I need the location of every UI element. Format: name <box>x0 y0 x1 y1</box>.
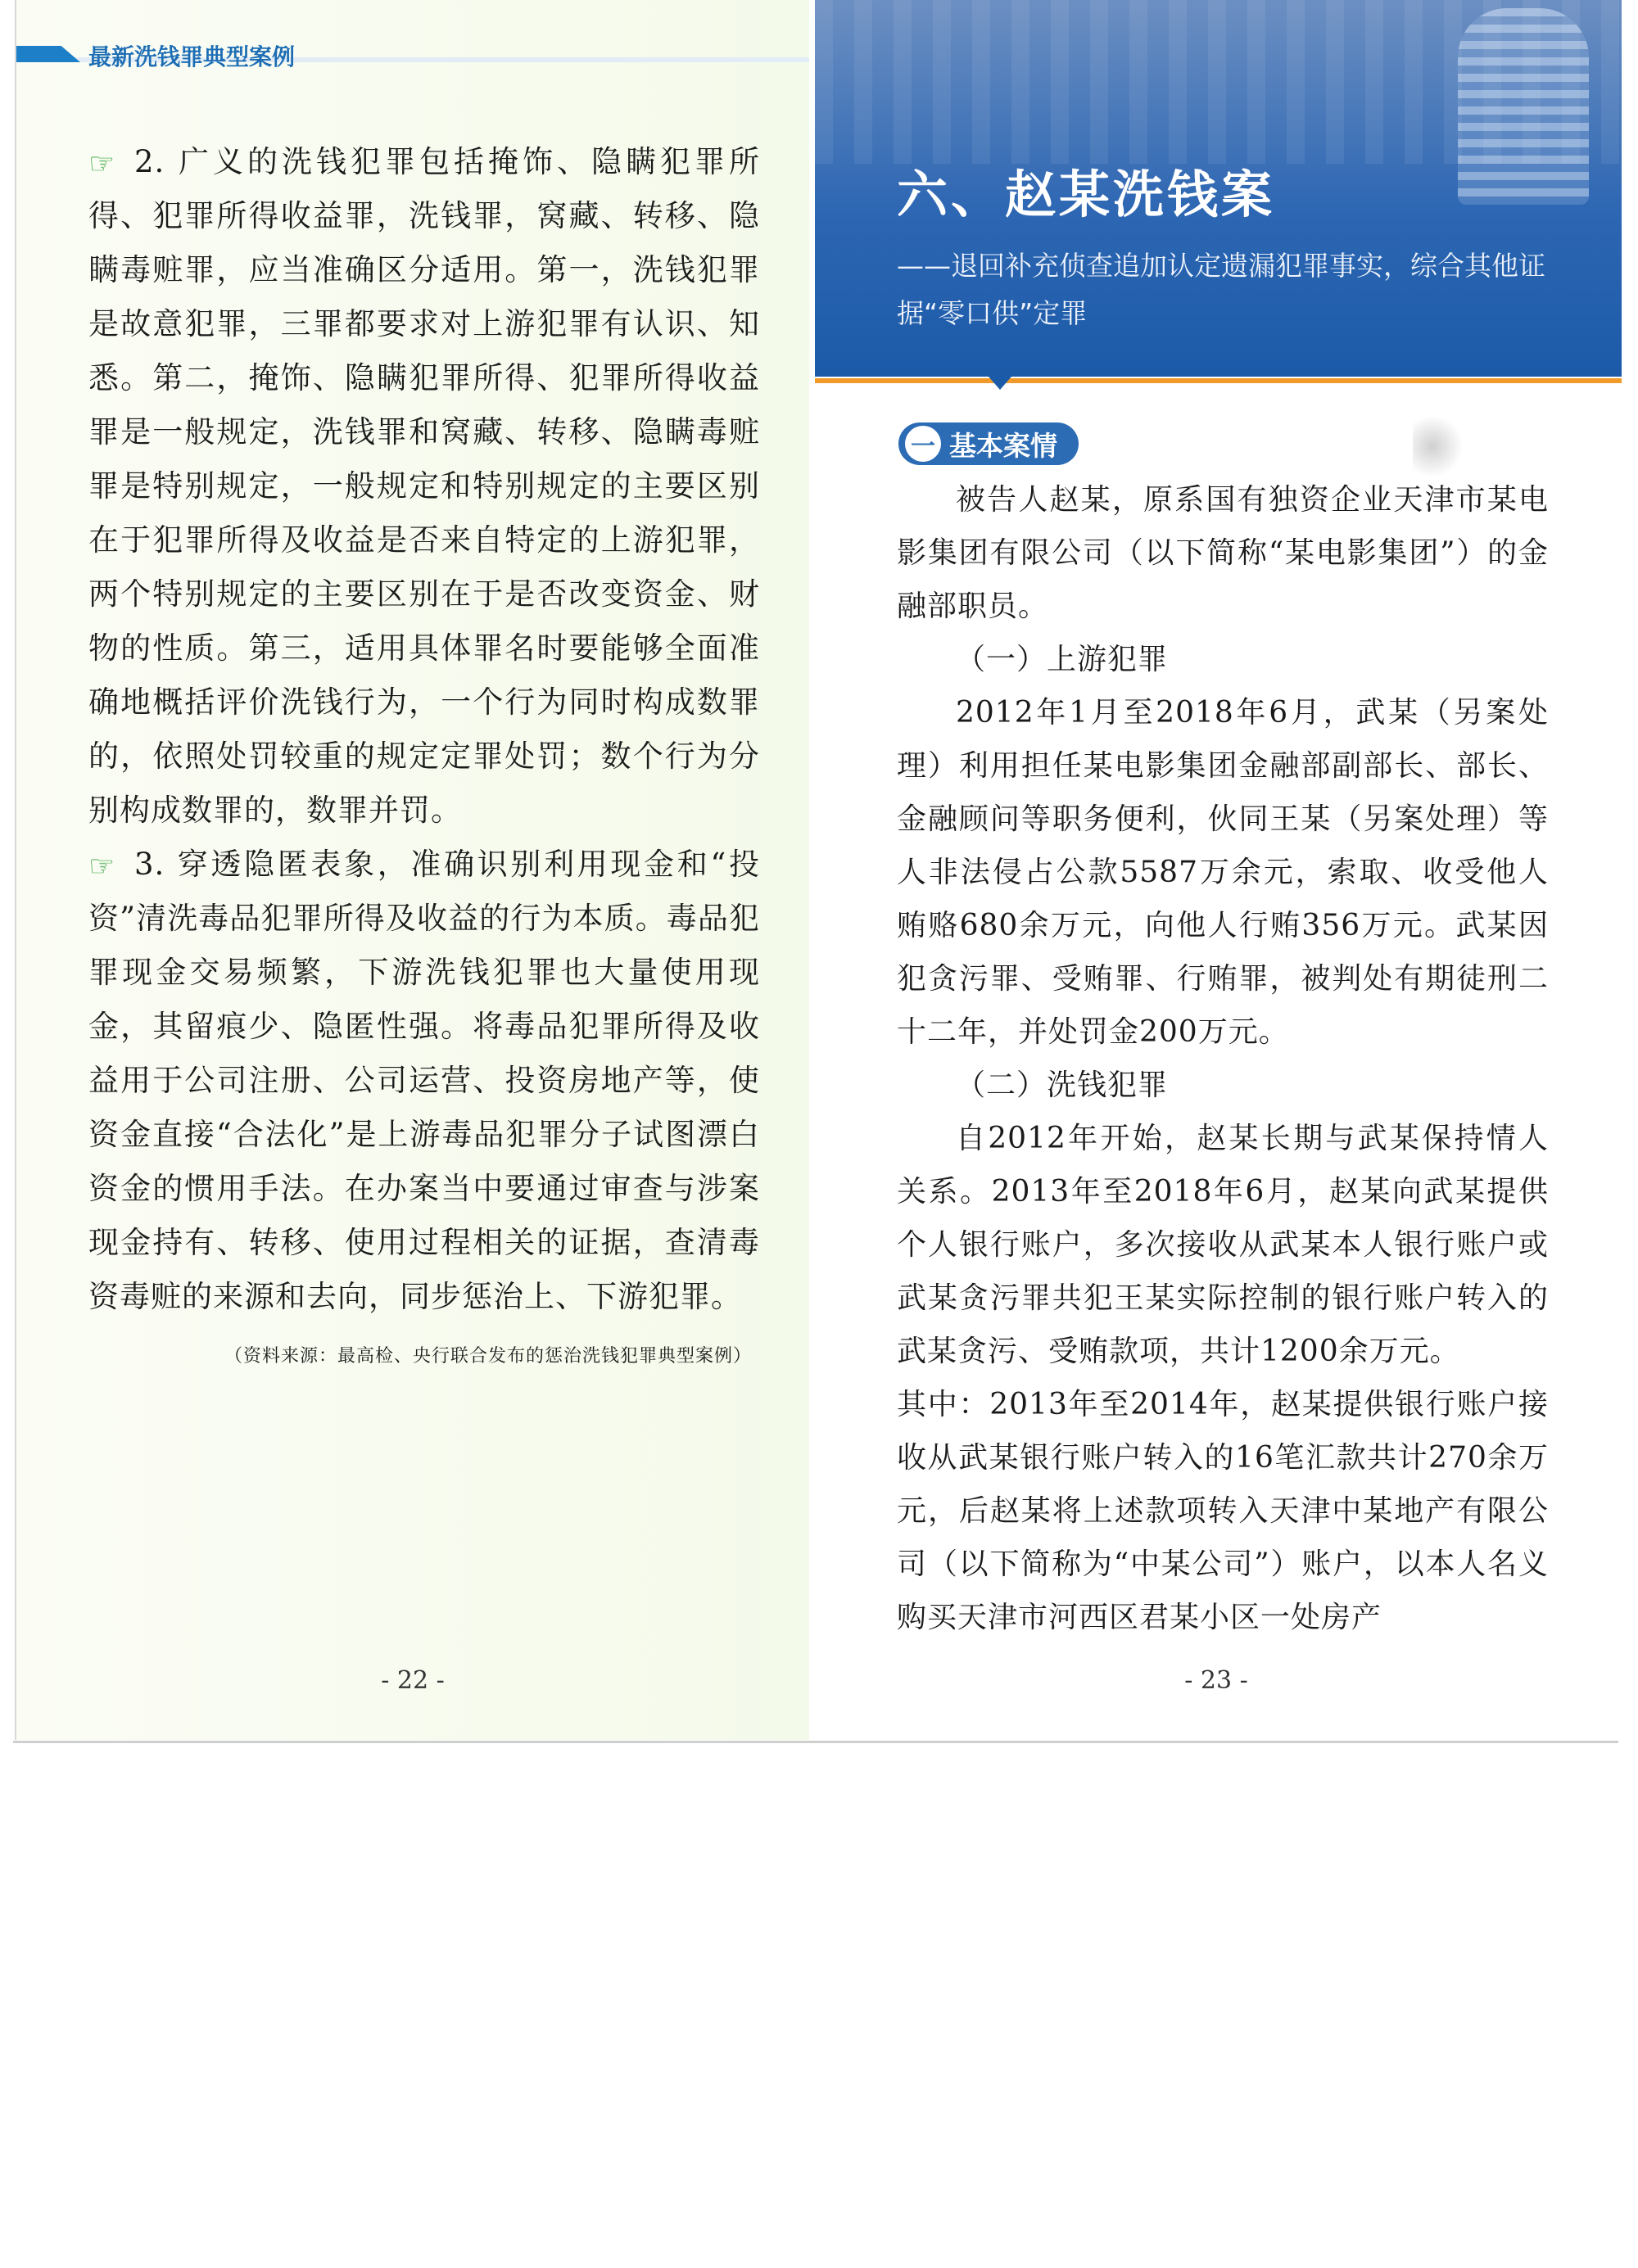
running-header <box>16 34 809 70</box>
paragraph-money-laundering: 自2012年开始，赵某长期与武某保持情人关系。2013年至2018年6月，赵某向武某提供个人银行账户，多次接收从武某本人银行账户或武某贪污罪共犯王某实际控制的银行账户转入的武某贪污、受贿款项，共计1200余万元。 <box>897 1122 1549 1368</box>
pointing-hand-icon: ☞ <box>88 850 116 883</box>
scan-stain <box>1413 413 1462 479</box>
subheading-money-laundering: （二）洗钱犯罪 <box>956 1068 1169 1102</box>
left-page <box>15 0 809 1740</box>
case-title: 六、赵某洗钱案 <box>897 165 1276 224</box>
paragraph-defendant: 被告人赵某，原系国有独资企业天津市某电影集团有限公司（以下简称“某电影集团”）的金融部职员。 <box>897 483 1549 623</box>
section-number: 一 <box>905 426 941 462</box>
paragraph-text: 3. 穿透隐匿表象，准确识别利用现金和“投资”清洗毒品犯罪所得及收益的行为本质。毒品犯罪现金交易频繁，下游洗钱犯罪也大量使用现金，其留痕少、隐匿性强。将毒品犯罪所得及收益用于公司注册、公司运营、投资房地产等，使资金直接“合法化”是上游毒品犯罪分子试图漂白资金的惯用手法。在办案当中要通过审查与涉案现金持有、转移、使用过程相关的证据，查清毒资毒赃的来源和去向，同步惩治上、下游犯罪。 <box>88 847 760 1314</box>
page-number-right: - 23 - <box>1184 1666 1248 1695</box>
left-body-text <box>88 135 760 1367</box>
section-heading <box>898 422 1079 465</box>
source-note: （资料来源：最高检、央行联合发布的惩治洗钱犯罪典型案例） <box>224 1346 752 1367</box>
case-banner <box>815 0 1622 377</box>
page-number-left: - 22 - <box>381 1666 445 1695</box>
section-label: 基本案情 <box>949 429 1057 462</box>
paragraph-details: 其中：2013年至2014年，赵某提供银行账户接收从武某银行账户转入的16笔汇款共计270余万元，后赵某将上述款项转入天津中某地产有限公司（以下简称为“中某公司”）账户，以本人名义购买天津市河西区君某小区一处房产 <box>897 1388 1549 1634</box>
case-subtitle: ——退回补充侦查追加认定遗漏犯罪事实，综合其他证据“零口供”定罪 <box>897 250 1545 329</box>
banner-notch <box>989 377 1011 390</box>
right-page <box>815 0 1622 1740</box>
header-tab-marker <box>16 46 80 62</box>
subheading-upstream-crime: （一）上游犯罪 <box>956 643 1169 676</box>
banner-orange-rule <box>815 378 1622 383</box>
pointing-hand-icon: ☞ <box>88 147 116 181</box>
right-body-text <box>897 473 1549 1644</box>
coin-stack-image <box>1458 8 1589 205</box>
paragraph-point-2 <box>88 135 760 838</box>
paragraph-point-3 <box>88 838 760 1324</box>
paragraph-text: 2. 广义的洗钱犯罪包括掩饰、隐瞒犯罪所得、犯罪所得收益罪，洗钱罪，窝藏、转移、隐瞒毒赃罪，应当准确区分适用。第一，洗钱犯罪是故意犯罪，三罪都要求对上游犯罪有认识、知悉。第二，掩饰、隐瞒犯罪所得、犯罪所得收益罪是一般规定，洗钱罪和窝藏、转移、隐瞒毒赃罪是特别规定，一般规定和特别规定的主要区别在于犯罪所得及收益是否来自特定的上游犯罪，两个特别规定的主要区别在于是否改变资金、财物的性质。第三，适用具体罪名时要能够全面准确地概括评价洗钱行为，一个行为同时构成数罪的，依照处罚较重的规定定罪处罚；数个行为分别构成数罪的，数罪并罚。 <box>88 144 760 828</box>
running-header-title: 最新洗钱罪典型案例 <box>88 43 296 70</box>
paragraph-upstream-crime: 2012年1月至2018年6月，武某（另案处理）利用担任某电影集团金融部副部长、部长、金融顾问等职务便利，伙同王某（另案处理）等人非法侵占公款5587万余元，索取、收受他人贿赂680余万元，向他人行贿356万元。武某因犯贪污罪、受贿罪、行贿罪，被判处有期徒刑二十二年，并处罚金200万元。 <box>897 696 1549 1049</box>
scan-edge-line <box>13 1741 1618 1743</box>
